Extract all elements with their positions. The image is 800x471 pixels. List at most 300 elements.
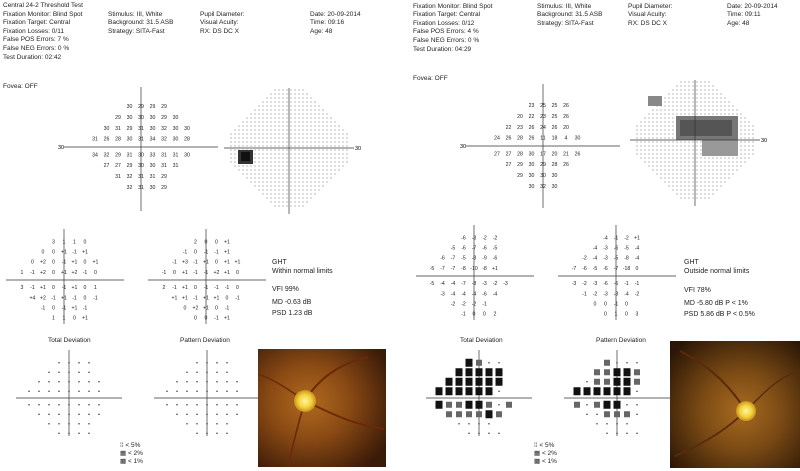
grid-value: -2 [492,281,498,288]
greyscale-dot [716,165,717,166]
greyscale-dot [680,101,681,102]
greyscale-dot [672,101,673,102]
greyscale-dot [258,177,259,178]
grid-value: 0 [236,285,239,292]
grid-value: 18 [551,135,558,142]
greyscale-dot [684,97,685,98]
greyscale-dot [298,173,299,174]
greyscale-dot [724,177,725,178]
greyscale-dot [326,153,327,154]
grid-value: +2 [40,259,46,266]
greyscale-dot [294,149,295,150]
greyscale-dot [676,161,677,162]
greyscale-dot [664,165,665,166]
probability-symbol [486,368,493,376]
probability-symbol [626,432,628,434]
greyscale-dot [230,161,231,162]
greyscale-dot [684,149,685,150]
greyscale-dot [278,121,279,122]
greyscale-dot [258,161,259,162]
greyscale-dot [664,121,665,122]
probability-symbol [38,404,40,406]
greyscale-dot [692,173,693,174]
greyscale-dot [290,201,291,202]
left-threshold-map [58,85,220,215]
greyscale-dot [636,125,637,126]
greyscale-dot [318,137,319,138]
greyscale-dot [326,165,327,166]
right-summary [684,257,755,320]
greyscale-dot [258,153,259,154]
greyscale-dot [270,121,271,122]
greyscale-dot [688,177,689,178]
probability-symbol [466,387,473,395]
probability-symbol [486,387,493,395]
probability-symbol [166,390,168,392]
left-background: Background: 31.5 ASB [108,19,174,27]
greyscale-dot [712,85,713,86]
greyscale-dot [318,189,319,190]
grid-value: +4 [29,295,36,302]
greyscale-dot [306,121,307,122]
probability-symbol [78,390,80,392]
grid-value: -6 [461,245,466,252]
greyscale-dot [744,133,745,134]
greyscale-dot [720,173,721,174]
greyscale-dot [720,93,721,94]
greyscale-dot [648,129,649,130]
greyscale-dot [752,129,753,130]
grid-value: -8 [624,255,629,262]
greyscale-dot [318,141,319,142]
greyscale-dot [266,173,267,174]
greyscale-dot [294,101,295,102]
greyscale-dot [668,173,669,174]
greyscale-dot [744,141,745,142]
greyscale-dot [688,169,689,170]
greyscale-dot [306,137,307,138]
grid-value: 29 [540,162,546,169]
greyscale-dot [274,181,275,182]
greyscale-dot [250,145,251,146]
grid-value: -18 [622,265,631,272]
greyscale-dot [250,177,251,178]
probability-symbol [486,378,493,386]
greyscale-dot [278,153,279,154]
greyscale-dot [672,169,673,170]
greyscale-dot [286,165,287,166]
greyscale-dot [660,169,661,170]
grid-value: -1 [51,295,56,302]
greyscale-dot [636,153,637,154]
grid-value: -1 [224,305,230,312]
greyscale-dot [656,129,657,130]
greyscale-dot [704,97,705,98]
greyscale-dot [246,137,247,138]
probability-symbol [636,362,638,364]
greyscale-dot [652,125,653,126]
grid-value: 31 [138,174,144,180]
greyscale-dot [326,129,327,130]
probability-symbol [614,411,620,417]
grid-value: +1 [182,295,188,302]
greyscale-dot [298,105,299,106]
greyscale-dot [234,161,235,162]
probability-symbol [186,423,188,425]
greyscale-dot [652,169,653,170]
greyscale-dot [254,153,255,154]
grid-value: -8 [471,255,477,262]
greyscale-dot [246,121,247,122]
greyscale-dot [278,101,279,102]
probability-symbol [196,404,198,406]
grid-value: 31 [161,163,167,170]
greyscale-dot [676,173,677,174]
grid-value: 17 [540,151,546,158]
grid-value: 33 [149,152,156,159]
greyscale-dot [648,113,649,114]
grid-value: 0 [593,301,597,308]
greyscale-dot [740,153,741,154]
greyscale-dot [692,85,693,86]
greyscale-dot [266,129,267,130]
right-age: Age: 48 [727,19,750,27]
probability-symbol [186,404,188,406]
probability-symbol [614,387,621,395]
grid-value: +1 [61,249,67,256]
probability-symbol [88,362,90,364]
greyscale-dot [322,113,323,114]
greyscale-dot [270,177,271,178]
greyscale-dot [728,157,729,158]
greyscale-dot [290,193,291,194]
right-threshold-map [460,82,622,212]
greyscale-dot [712,177,713,178]
greyscale-dot [266,149,267,150]
greyscale-dot [648,165,649,166]
greyscale-dot [656,117,657,118]
greyscale-dot [326,149,327,150]
grid-value: -4 [592,245,598,252]
grid-value: +1 [634,235,640,242]
grid-value: 0 [472,311,476,318]
greyscale-dot [684,157,685,158]
grid-value: +2 [213,269,220,276]
greyscale-dot [298,189,299,190]
greyscale-dot [266,113,267,114]
greyscale-dot [318,165,319,166]
probability-symbol [226,381,228,383]
greyscale-dot [306,133,307,134]
greyscale-dot [274,133,275,134]
greyscale-dot [728,109,729,110]
greyscale-dot [238,169,239,170]
greyscale-dot [748,141,749,142]
greyscale-dot [326,117,327,118]
greyscale-dot [290,185,291,186]
greyscale-dot [660,137,661,138]
greyscale-dot [330,169,331,170]
greyscale-dot [270,157,271,158]
greyscale-dot [266,197,267,198]
right-fixation-losses: Fixation Losses: 0/12 [413,19,475,27]
greyscale-dot [286,125,287,126]
greyscale-dot [668,181,669,182]
greyscale-dot [278,117,279,118]
greyscale-dot [286,201,287,202]
greyscale-dot [724,169,725,170]
greyscale-dot [286,89,287,90]
probability-symbol [236,390,238,392]
grid-value: -1 [172,285,177,292]
greyscale-dot [728,169,729,170]
greyscale-dot [238,141,239,142]
greyscale-dot [286,133,287,134]
grid-value: 0 [215,259,218,266]
greyscale-dot [314,141,315,142]
probability-symbol [236,413,238,415]
grid-value: -2 [582,281,587,288]
greyscale-dot [644,145,645,146]
greyscale-dot [254,125,255,126]
greyscale-dot [266,137,267,138]
greyscale-dot [258,145,259,146]
greyscale-dot [298,153,299,154]
greyscale-dot [258,105,259,106]
greyscale-dot [314,173,315,174]
greyscale-dot [246,173,247,174]
right-vfi: VFI 78% [684,287,711,294]
greyscale-dot [306,97,307,98]
greyscale-dot [322,149,323,150]
greyscale-dot [676,181,677,182]
grid-value: 0 [52,285,55,292]
grid-value: 0 [635,265,639,272]
greyscale-dot [246,145,247,146]
grid-value: 32 [540,183,546,190]
greyscale-dot [302,185,303,186]
greyscale-dot [672,173,673,174]
greyscale-dot [262,181,263,182]
legend-item-1: ▩ < 1% [534,458,557,465]
greyscale-dot [688,81,689,82]
greyscale-dot [290,109,291,110]
greyscale-dot [334,145,335,146]
greyscale-dot [346,157,347,158]
greyscale-dot [644,125,645,126]
grid-value: 2 [194,239,197,246]
greyscale-dot [680,181,681,182]
greyscale-dot [254,137,255,138]
grid-value: 2 [162,285,166,292]
greyscale-dot [664,117,665,118]
greyscale-dot [314,109,315,110]
greyscale-dot [310,181,311,182]
greyscale-dot [294,133,295,134]
greyscale-dot [326,169,327,170]
greyscale-dot [676,185,677,186]
grid-value: -1 [624,281,629,288]
grid-value: 32 [126,184,133,191]
grid-value: 2 [493,311,497,318]
greyscale-dot [294,141,295,142]
greyscale-dot [708,113,709,114]
greyscale-dot [672,117,673,118]
greyscale-dot [290,97,291,98]
grid-value: 32 [126,174,133,180]
probability-symbol [186,381,188,383]
greyscale-dot [318,145,319,146]
greyscale-dot [668,153,669,154]
greyscale-dot [298,157,299,158]
greyscale-dot [322,137,323,138]
greyscale-dot [716,177,717,178]
greyscale-dot [310,197,311,198]
greyscale-dot [270,105,271,106]
greyscale-dot [700,161,701,162]
greyscale-dot [672,153,673,154]
greyscale-dot [250,169,251,170]
greyscale-dot [310,113,311,114]
greyscale-dot [716,185,717,186]
greyscale-dot [676,109,677,110]
greyscale-dot [282,201,283,202]
probability-symbol [476,360,482,366]
greyscale-dot [242,165,243,166]
greyscale-dot [708,97,709,98]
greyscale-dot [274,197,275,198]
grid-value: 0 [83,295,87,302]
greyscale-dot [720,185,721,186]
probability-symbol [226,390,228,392]
probability-symbol [78,404,80,406]
greyscale-dot [684,189,685,190]
greyscale-dot [230,149,231,150]
probability-symbol [636,413,638,415]
grid-value: -1 [193,269,198,276]
greyscale-dot [648,117,649,118]
grid-value: -6 [613,281,619,288]
legend-dots-icon: ⁞⁞ [534,442,540,449]
probability-symbol [604,369,610,375]
greyscale-dot [242,141,243,142]
greyscale-dot [282,149,283,150]
grid-value: -1 [214,315,219,322]
greyscale-dot [298,197,299,198]
greyscale-dot [652,149,653,150]
grid-value: -2 [482,235,487,242]
greyscale-dot [668,177,669,178]
greyscale-dot [656,153,657,154]
greyscale-dot [306,177,307,178]
probability-symbol [68,362,70,364]
greyscale-dot [720,157,721,158]
greyscale-dot [318,129,319,130]
grid-value: -6 [603,265,608,272]
greyscale-dot [712,157,713,158]
grid-value: 30 [551,173,558,179]
right-acuity: Visual Acuity: [628,11,667,19]
greyscale-dot [704,161,705,162]
probability-symbol [584,387,591,395]
grid-value: -3 [503,281,508,288]
greyscale-dot [274,193,275,194]
greyscale-dot [258,121,259,122]
greyscale-dot [736,161,737,162]
greyscale-dot [688,153,689,154]
greyscale-dot [668,169,669,170]
greyscale-dot [672,157,673,158]
greyscale-dot [258,181,259,182]
greyscale-dot [696,153,697,154]
greyscale-dot [298,113,299,114]
greyscale-dot [656,133,657,134]
greyscale-dot [676,157,677,158]
left-total-deviation-label: Total Deviation [48,337,91,344]
grid-value: -5 [461,255,466,262]
probability-symbol [78,423,80,425]
greyscale-dot [644,141,645,142]
greyscale-dot [254,121,255,122]
greyscale-dot [282,113,283,114]
greyscale-dot [708,85,709,86]
grid-value: +3 [182,259,188,266]
greyscale-dot [728,173,729,174]
grid-value: 0 [52,305,55,312]
grid-value: 30 [138,115,144,121]
greyscale-dot [294,109,295,110]
greyscale-dot [676,169,677,170]
greyscale-dot [306,117,307,118]
greyscale-dot [732,105,733,106]
greyscale-dot [298,97,299,98]
greyscale-dot [740,121,741,122]
greyscale-dot [692,109,693,110]
greyscale-dot [294,161,295,162]
grid-value: 1 [62,315,66,322]
grid-value: +1 [492,265,498,272]
greyscale-dot [736,109,737,110]
greyscale-dot [294,97,295,98]
greyscale-dot [668,93,669,94]
grid-value: -4 [634,245,640,252]
grid-value: -2 [471,301,477,308]
greyscale-dot [318,173,319,174]
greyscale-dot [294,117,295,118]
grid-value: -2 [624,235,629,242]
greyscale-dot [684,169,685,170]
greyscale-dot [716,173,717,174]
right-rx: RX: DS DC X [628,19,668,27]
grid-value: 11 [540,135,546,142]
probability-symbol [456,368,463,376]
greyscale-dot [310,153,311,154]
greyscale-dot [676,141,677,142]
greyscale-dot [720,105,721,106]
greyscale-dot [652,141,653,142]
greyscale-dot [326,181,327,182]
greyscale-dot [740,149,741,150]
grid-value: -3 [440,291,445,298]
right-total-deviation-label: Total Deviation [460,337,503,344]
greyscale-dot [692,153,693,154]
greyscale-dot [322,133,323,134]
greyscale-dot [298,117,299,118]
greyscale-dot [748,137,749,138]
greyscale-dot [648,141,649,142]
greyscale-dot [298,165,299,166]
greyscale-dot [660,161,661,162]
